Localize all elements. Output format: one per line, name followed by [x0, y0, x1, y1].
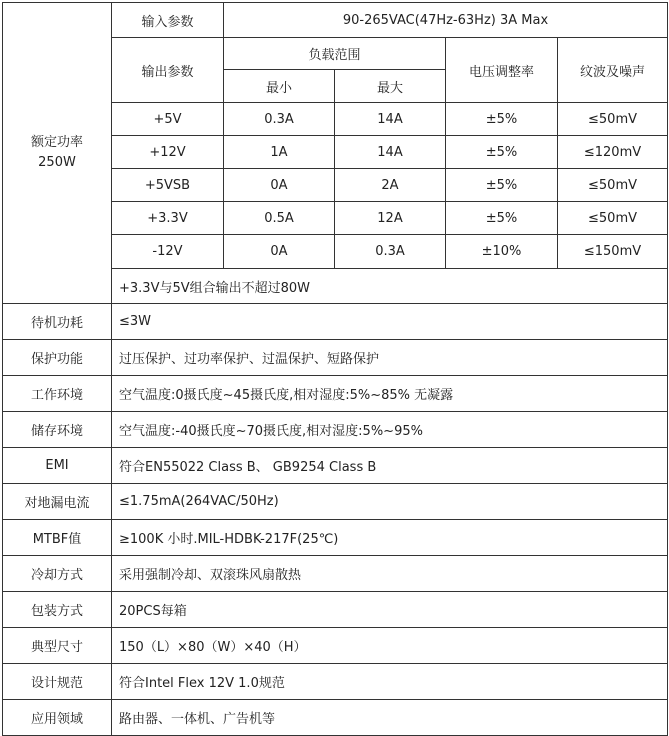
ripple-cell: ≤50mV — [558, 169, 668, 202]
spec-row — [3, 664, 668, 700]
output-label: 输出参数 — [112, 38, 224, 103]
min-cell: 0.5A — [224, 202, 335, 235]
input-value: 90-265VAC(47Hz-63Hz) 3A Max — [224, 3, 668, 38]
spec-value: 符合EN55022 Class B、 GB9254 Class B — [112, 448, 668, 484]
min-header: 最小 — [224, 70, 335, 103]
spec-table — [2, 2, 668, 736]
regulation-header: 电压调整率 — [446, 38, 558, 103]
regulation-cell: ±5% — [446, 136, 558, 169]
spec-label: 工作环境 — [3, 376, 112, 412]
max-header: 最大 — [335, 70, 446, 103]
spec-row — [3, 484, 668, 520]
regulation-cell: ±5% — [446, 103, 558, 136]
voltage-cell: +12V — [112, 136, 224, 169]
spec-label: 待机功耗 — [3, 304, 112, 340]
rated-power-label: 额定功率 — [30, 135, 83, 150]
spec-label: MTBF值 — [3, 520, 112, 556]
spec-row — [3, 412, 668, 448]
spec-label: 保护功能 — [3, 340, 112, 376]
voltage-cell: +5V — [112, 103, 224, 136]
spec-row — [3, 448, 668, 484]
spec-value: 路由器、一体机、广告机等 — [112, 700, 668, 736]
spec-value: 20PCS每箱 — [112, 592, 668, 628]
min-cell: 0.3A — [224, 103, 335, 136]
spec-row — [3, 592, 668, 628]
spec-row — [3, 628, 668, 664]
spec-label: 冷却方式 — [3, 556, 112, 592]
rated-power-cell — [3, 3, 112, 304]
spec-row — [3, 556, 668, 592]
max-cell: 0.3A — [335, 235, 446, 269]
voltage-cell: -12V — [112, 235, 224, 269]
spec-value: ≤1.75mA(264VAC/50Hz) — [112, 484, 668, 520]
spec-row — [3, 304, 668, 340]
max-cell: 14A — [335, 103, 446, 136]
input-label: 输入参数 — [112, 3, 224, 38]
min-cell: 0A — [224, 169, 335, 202]
spec-value: ≥100K 小时.MIL-HDBK-217F(25℃) — [112, 520, 668, 556]
regulation-cell: ±5% — [446, 169, 558, 202]
ripple-cell: ≤50mV — [558, 103, 668, 136]
spec-label: 应用领域 — [3, 700, 112, 736]
regulation-cell: ±5% — [446, 202, 558, 235]
ripple-cell: ≤50mV — [558, 202, 668, 235]
max-cell: 14A — [335, 136, 446, 169]
spec-value: 过压保护、过功率保护、过温保护、短路保护 — [112, 340, 668, 376]
spec-row — [3, 376, 668, 412]
spec-label: EMI — [3, 448, 112, 484]
spec-label: 储存环境 — [3, 412, 112, 448]
ripple-cell: ≤120mV — [558, 136, 668, 169]
spec-row — [3, 340, 668, 376]
max-cell: 2A — [335, 169, 446, 202]
min-cell: 0A — [224, 235, 335, 269]
spec-row — [3, 700, 668, 736]
min-cell: 1A — [224, 136, 335, 169]
voltage-cell: +5VSB — [112, 169, 224, 202]
spec-value: 150（L）×80（W）×40（H） — [112, 628, 668, 664]
spec-row — [3, 520, 668, 556]
rated-power-value: 250W — [38, 155, 76, 170]
max-cell: 12A — [335, 202, 446, 235]
ripple-cell: ≤150mV — [558, 235, 668, 269]
spec-label: 典型尺寸 — [3, 628, 112, 664]
spec-label: 包装方式 — [3, 592, 112, 628]
spec-value: 空气温度:0摄氏度~45摄氏度,相对湿度:5%~85% 无凝露 — [112, 376, 668, 412]
input-row — [3, 3, 668, 38]
spec-value: ≤3W — [112, 304, 668, 340]
spec-label: 设计规范 — [3, 664, 112, 700]
load-range-label: 负载范围 — [224, 38, 446, 70]
spec-value: 符合Intel Flex 12V 1.0规范 — [112, 664, 668, 700]
output-note: +3.3V与5V组合输出不超过80W — [112, 269, 668, 304]
spec-label: 对地漏电流 — [3, 484, 112, 520]
regulation-cell: ±10% — [446, 235, 558, 269]
spec-value: 空气温度:-40摄氏度~70摄氏度,相对湿度:5%~95% — [112, 412, 668, 448]
voltage-cell: +3.3V — [112, 202, 224, 235]
ripple-header: 纹波及噪声 — [558, 38, 668, 103]
spec-value: 采用强制冷却、双滚珠风扇散热 — [112, 556, 668, 592]
